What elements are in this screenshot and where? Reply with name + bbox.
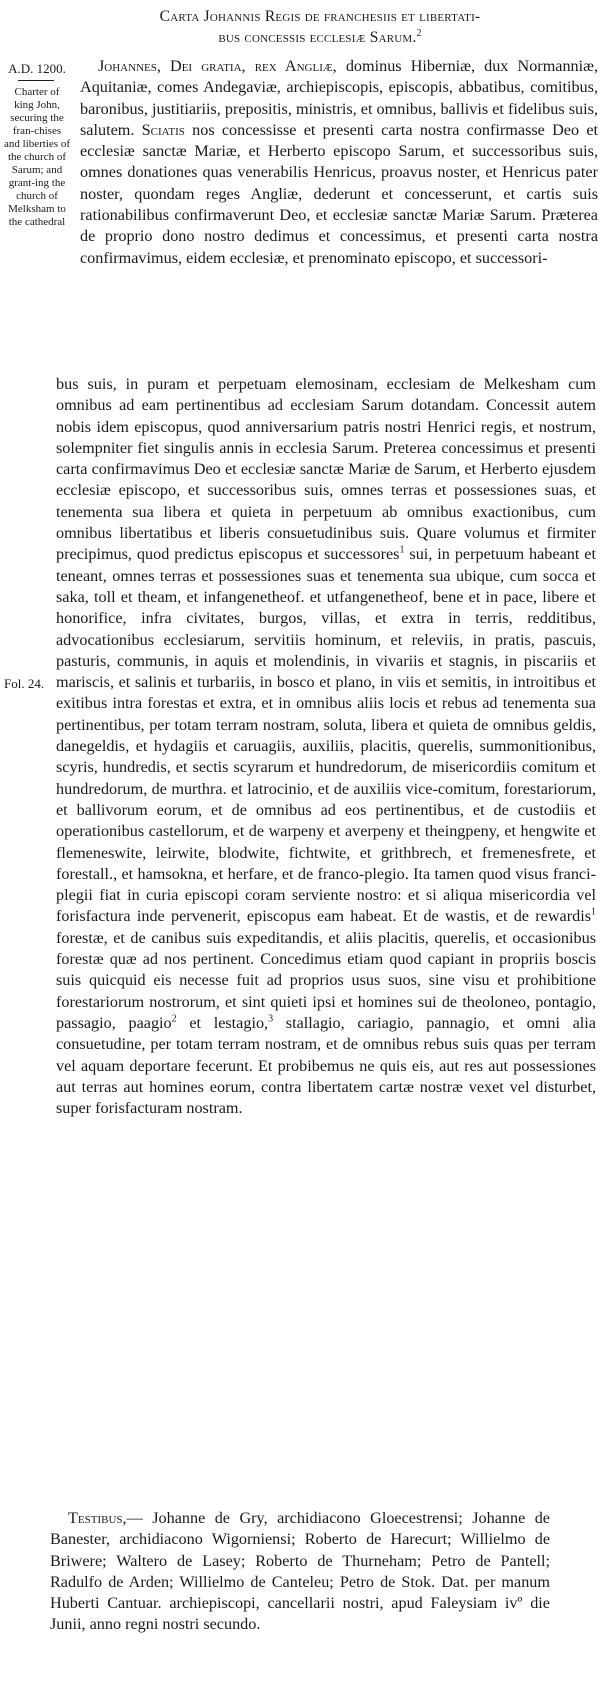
margin-divider (18, 80, 54, 81)
charter-text-4: sui, in perpetuum habeant et teneant, omnes terras et possessiones suas et tenementa sua ubique, cum socca et saka, toll et theam, et infangenetheof. et utfangenetheof, bene et in pace, libere et honorifice, infra civitates, burgos, villas, et extra in terris, redditibus, advocationibus ecclesiarum, servitiis hominum, et releviis, in pratis, pascuis, pasturis, communis, in aquis et molendinis, in vivariis et stagnis, in piscariis et mariscis, et salinis et turbariis, in bosco et plano, in viis et semitis, in introitibus et exitibus intra forestas et extra, et in omnibus aliis locis et rebus ad tenementa sua pertinentibus, per totam terram nostram, soluta, libera et quieta de omnibus geldis, danegeldis, et hydagiis et caruagiis, auxiliis, placitis, querelis, summonitionibus, scyris, hundredis, et sectis scyrarum et hundredorum, de misericordiis comitum et hundredorum, de murthra. et latrocinio, et de auxiliis vice-comitum, forestariorum, et ballivorum eorum, et de omnibus ad eos pertinentibus, et de custodiis et operationibus castellorum, et de warpeny et averpeny et theingpeny, et hengwite et flemeneswite, leirwite, blodwite, fichtwite, et grithbrech, et fremenesfrete, et forestall., et hamsokna, et herfare, et de franco-plegio. Ita tamen quod visus franci-plegii fiat in curia episcopi coram serviente nostro: et si aliqua misericordia vel forisfactura inde pervenerit, episcopus eam habeat. Et de wastis, et de rewardis (56, 545, 596, 926)
heading-footnote-mark: 2 (416, 27, 422, 39)
charter-text-1: dominus Hiberniæ, dux Normanniæ, Aquitaniæ, comes Andegaviæ, archiepiscopis, episcopis, abbatibus, comitibus, baronibus, justitiariis, prepositis, ministris, et omnibus, ballivis et fidelibus suis, salutem. (80, 57, 598, 139)
heading-line-2: bus concessis ecclesiæ Sarum. (218, 29, 417, 46)
charter-opening: Johannes, Dei gratia, rex Angliæ, (98, 57, 337, 75)
footnote-mark: 1 (591, 907, 596, 919)
margin-summary-note: Charter of king John, securing the fran-chises and liberties of the church of Sarum; and grant-ing the church of Melksham to the cathedral (4, 86, 70, 228)
witness-paragraph (50, 1508, 550, 1636)
charter-text-6: et lestagio, (176, 1013, 269, 1032)
testibus-word: Testibus, (68, 1509, 127, 1527)
charter-text-5: forestæ, et de canibus suis expeditandis, et aliis placitis, querelis, et occasionibus forestæ quæ ad nos pertinent. Concedimus etiam quod capiant in propriis boscis suis quicquid eis necesse fuit ad proprios usus suos, sine visu et prohibitione forestariorum nostrorum, et sint quieti ipsi et homines sui de theoloneo, pontagio, passagio, paagio (56, 928, 596, 1032)
footnote-mark: 1 (399, 544, 405, 556)
charter-text-2: nos concessisse et presenti carta nostra confirmasse Deo et ecclesiæ sanctæ Mariæ, et Herberto episcopo Sarum, et successoribus suis, omnes donationes quas venerabilis Henricus, proavus noster, et Henricus pater noster, quondam reges Angliæ, dederunt et concesserunt, et cartis suis rationabilibus confirmaverunt Deo, et ecclesiæ sanctæ Mariæ Sarum. Præterea de proprio dono nostro dedimus et concessimus, et presenti carta nostra confirmavimus, eidem ecclesiæ, et prenominato episcopo, et successori- (80, 120, 598, 267)
footnote-mark: 2 (171, 1013, 177, 1025)
margin-date: A.D. 1200. (8, 61, 66, 76)
charter-heading (60, 6, 580, 48)
footnote-mark: 3 (268, 1013, 274, 1025)
charter-paragraph-1-continued (56, 374, 596, 1119)
witness-list: — Johanne de Gry, archidiacono Gloecestrensi; Johanne de Banester, archidiacono Wigorniensi; Roberto de Harecurt; Willielmo de Briwere; Waltero de Lasey; Roberto de Thurneham; Petro de Pantell; Radulfo de Arden; Willielmo de Canteleu; Petro de Stok. Dat. per manum Huberti Cantuar. archiepiscopi, cancellarii nostri, apud Faleysiam ivº die Junii, anno regni nostri secundo. (50, 1509, 550, 1634)
sciatis-word: Sciatis (141, 120, 185, 139)
charter-paragraph-1 (80, 56, 598, 269)
charter-text-7: stallagio, cariagio, pannagio, et omni alia consuetudine, per totam terram nostram, et de omnibus rebus suis quas per terram vel aquam deportare fecerunt. Et probibemus ne quis eis, aut res aut possessiones aut terras aut homines eorum, contra libertatem cartæ nostræ vexet vel disturbet, super forisfacturam nostram. (56, 1013, 596, 1118)
charter-text-3: bus suis, in puram et perpetuam elemosinam, ecclesiam de Melkesham cum omnibus ad eam pertinentibus ad ecclesiam Sarum dotandam. Concessit autem nobis idem episcopus, quod anniversarium patris nostri Henrici regis, et nostrum, solempniter fiet singulis annis in ecclesia Sarum. Preterea concessimus et presenti carta confirmavimus Deo et ecclesiæ sanctæ Mariæ de Sarum, et Herberto ejusdem ecclesiæ episcopo, et successoribus suis, omnes terras et possessiones suas, et tenementa sua libera et quieta in perpetuum ab omnibus exactionibus, cum omnibus libertatibus et liberis consuetudinibus suis. Quare volumus et firmiter precipimus, quod predictus episcopus et successores (56, 375, 596, 564)
heading-line-1: Carta Johannis Regis de franchesiis et libertati- (159, 8, 481, 25)
folio-marker: Fol. 24. (4, 676, 45, 691)
